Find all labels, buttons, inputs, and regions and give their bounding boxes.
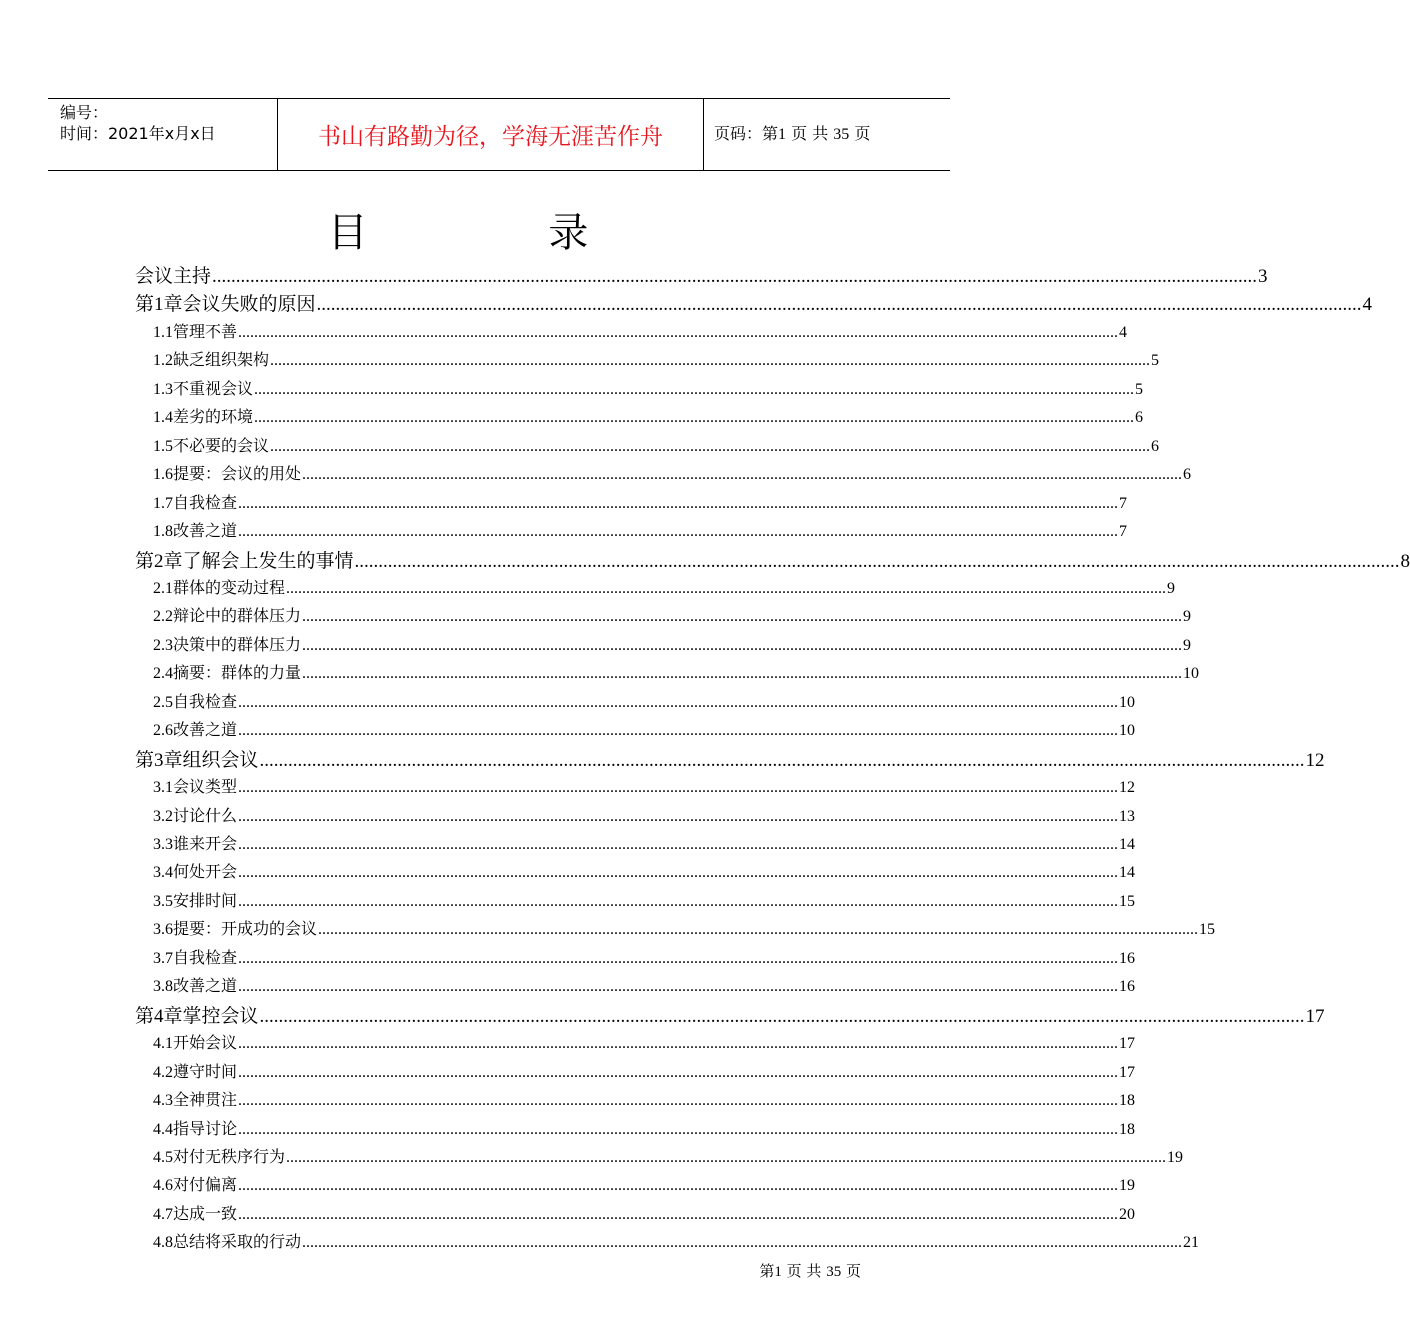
toc-entry[interactable] (135, 745, 1325, 775)
toc-entry[interactable] (135, 289, 1373, 319)
footer-mid: 页 共 (786, 1262, 822, 1280)
toc-entry[interactable] (135, 972, 1136, 1000)
toc-entry[interactable] (135, 773, 1136, 801)
toc-entry-page: 12 (1119, 779, 1136, 796)
toc-entry-number: 第4章 (135, 1006, 183, 1027)
toc-entry-label: 讨论什么 (173, 806, 238, 825)
toc-entry-number: 2.2 (153, 608, 173, 625)
toc-entry-label: 对付无秩序行为 (173, 1147, 286, 1166)
toc-entry-page: 21 (1183, 1234, 1200, 1251)
toc-dot-leader: ............................................................................................................................................................................................................................ (254, 409, 1135, 426)
toc-entry[interactable] (135, 716, 1136, 744)
footer-prefix: 第 (759, 1262, 775, 1280)
toc-dot-leader: ............................................................................................................................................................................................................................ (302, 466, 1183, 483)
toc-entry-page: 3 (1258, 266, 1268, 287)
toc-dot-leader: ............................................................................................................................................................................................................................ (302, 637, 1183, 654)
toc-entry-number: 2.6 (153, 722, 173, 739)
toc-entry-page: 7 (1119, 523, 1128, 540)
toc-dot-leader: ............................................................................................................................................................................................................................ (238, 495, 1119, 512)
toc-dot-leader: ............................................................................................................................................................................................................................ (238, 1035, 1119, 1052)
document-code-label: 编号： (60, 103, 109, 122)
toc-dot-leader: ............................................................................................................................................................................................................................ (238, 694, 1119, 711)
toc-dot-leader: ............................................................................................................................................................................................................................ (238, 808, 1119, 825)
toc-dot-leader: ............................................................................................................................................................................................................................ (259, 750, 1305, 771)
toc-entry[interactable] (135, 858, 1136, 886)
toc-entry[interactable] (135, 688, 1136, 716)
toc-entry[interactable] (135, 1228, 1200, 1256)
toc-entry-label: 会议失败的原因 (182, 293, 316, 315)
toc-entry-label: 自我检查 (173, 493, 238, 512)
toc-dot-leader: ............................................................................................................................................................................................................................ (238, 779, 1119, 796)
toc-entry-label: 全神贯注 (173, 1090, 238, 1109)
toc-dot-leader: ............................................................................................................................................................................................................................ (238, 324, 1119, 341)
toc-entry-page: 14 (1119, 864, 1136, 881)
toc-entry-page: 10 (1183, 665, 1200, 682)
toc-entry-number: 4.4 (153, 1121, 173, 1138)
toc-entry-number: 4.7 (153, 1206, 173, 1223)
toc-dot-leader: ............................................................................................................................................................................................................................ (316, 294, 1362, 315)
toc-entry[interactable] (135, 887, 1136, 915)
toc-entry-number: 第1章 (135, 294, 183, 315)
toc-entry-label: 总结将采取的行动 (173, 1232, 302, 1251)
toc-entry-page: 18 (1119, 1092, 1136, 1109)
toc-entry[interactable] (135, 261, 1268, 291)
toc-entry-number: 4.6 (153, 1177, 173, 1194)
toc-dot-leader: ............................................................................................................................................................................................................................ (286, 1149, 1167, 1166)
toc-entry[interactable] (135, 602, 1192, 630)
toc-entry-page: 9 (1183, 637, 1192, 654)
toc-dot-leader: ............................................................................................................................................................................................................................ (302, 1234, 1183, 1251)
toc-entry-page: 10 (1119, 722, 1136, 739)
toc-entry[interactable] (135, 517, 1128, 545)
toc-entry[interactable] (135, 659, 1200, 687)
toc-entry-number: 1.6 (153, 466, 173, 483)
toc-entry-number: 3.4 (153, 864, 173, 881)
toc-entry-label: 缺乏组织架构 (173, 350, 270, 369)
document-time-label: 时间：2021年x月x日 (60, 124, 216, 143)
toc-entry[interactable] (135, 489, 1128, 517)
toc-entry[interactable] (135, 631, 1192, 659)
toc-entry-label: 提要：会议的用处 (173, 464, 302, 483)
toc-dot-leader: ............................................................................................................................................................................................................................ (238, 864, 1119, 881)
toc-entry-label: 会议主持 (135, 265, 212, 287)
toc-entry[interactable] (135, 403, 1144, 431)
header-page-suffix: 页 (854, 124, 871, 143)
toc-entry-number: 4.8 (153, 1234, 173, 1251)
toc-entry[interactable] (135, 1200, 1136, 1228)
toc-entry-page: 5 (1151, 352, 1160, 369)
toc-entry-page: 4 (1119, 324, 1128, 341)
toc-entry-label: 改善之道 (173, 521, 238, 540)
toc-entry-number: 1.3 (153, 381, 173, 398)
toc-entry[interactable] (135, 1029, 1136, 1057)
toc-dot-leader: ............................................................................................................................................................................................................................ (212, 266, 1258, 287)
toc-entry-number: 4.3 (153, 1092, 173, 1109)
header-page-prefix: 页码：第 (714, 124, 779, 143)
toc-entry[interactable] (135, 1171, 1136, 1199)
header-page-mid: 页 共 (791, 124, 829, 143)
toc-entry[interactable] (135, 802, 1136, 830)
toc-entry-page: 18 (1119, 1121, 1136, 1138)
toc-entry-number: 1.4 (153, 409, 173, 426)
toc-entry-page: 13 (1119, 808, 1136, 825)
toc-dot-leader: ............................................................................................................................................................................................................................ (238, 1177, 1119, 1194)
toc-dot-leader: ............................................................................................................................................................................................................................ (238, 1092, 1119, 1109)
toc-entry-label: 遵守时间 (173, 1062, 238, 1081)
toc-entry-label: 对付偏离 (173, 1175, 238, 1194)
toc-entry[interactable] (135, 1115, 1136, 1143)
toc-entry-label: 摘要：群体的力量 (173, 663, 302, 682)
toc-entry[interactable] (135, 944, 1136, 972)
toc-dot-leader: ............................................................................................................................................................................................................................ (286, 580, 1167, 597)
toc-dot-leader: ............................................................................................................................................................................................................................ (254, 381, 1135, 398)
document-header (48, 98, 950, 171)
toc-entry-label: 组织会议 (182, 749, 259, 771)
toc-dot-leader: ............................................................................................................................................................................................................................ (318, 921, 1199, 938)
toc-entry-number: 1.7 (153, 495, 173, 512)
toc-entry-page: 10 (1119, 694, 1136, 711)
toc-title: 目 录 (327, 210, 673, 256)
toc-entry-page: 9 (1167, 580, 1176, 597)
toc-entry-page: 15 (1119, 893, 1136, 910)
toc-entry-label: 谁来开会 (173, 834, 238, 853)
toc-entry-page: 19 (1119, 1177, 1136, 1194)
toc-entry-number: 2.4 (153, 665, 173, 682)
toc-entry[interactable] (135, 830, 1136, 858)
toc-entry-number: 3.6 (153, 921, 173, 938)
page-footer (759, 1261, 861, 1282)
toc-entry-page: 17 (1119, 1035, 1136, 1052)
toc-dot-leader: ............................................................................................................................................................................................................................ (302, 665, 1183, 682)
toc-entry-number: 第2章 (135, 551, 183, 572)
toc-entry-label: 改善之道 (173, 720, 238, 739)
header-page-indicator (714, 123, 870, 146)
toc-entry-page: 14 (1119, 836, 1136, 853)
toc-entry-label: 提要：开成功的会议 (173, 919, 318, 938)
toc-entry-number: 4.1 (153, 1035, 173, 1052)
toc-entry-page: 17 (1119, 1064, 1136, 1081)
header-page-current: 1 (778, 126, 787, 143)
toc-entry-label: 何处开会 (173, 862, 238, 881)
toc-dot-leader: ............................................................................................................................................................................................................................ (259, 1006, 1305, 1027)
toc-entry-page: 20 (1119, 1206, 1136, 1223)
footer-page-total: 35 (826, 1264, 842, 1280)
toc-entry-page: 16 (1119, 950, 1136, 967)
toc-entry-number: 4.2 (153, 1064, 173, 1081)
toc-entry-number: 3.2 (153, 808, 173, 825)
toc-dot-leader: ............................................................................................................................................................................................................................ (238, 836, 1119, 853)
toc-dot-leader: ............................................................................................................................................................................................................................ (238, 893, 1119, 910)
toc-dot-leader: ............................................................................................................................................................................................................................ (270, 352, 1151, 369)
toc-entry-page: 16 (1119, 978, 1136, 995)
toc-entry-label: 自我检查 (173, 692, 238, 711)
toc-entry[interactable] (135, 432, 1160, 460)
toc-entry-page: 4 (1362, 294, 1373, 315)
toc-entry-label: 掌控会议 (182, 1005, 259, 1027)
toc-entry-number: 3.8 (153, 978, 173, 995)
toc-entry[interactable] (135, 1143, 1184, 1171)
toc-dot-leader: ............................................................................................................................................................................................................................ (354, 551, 1400, 572)
toc-entry[interactable] (135, 375, 1144, 403)
toc-entry-page: 19 (1167, 1149, 1184, 1166)
toc-entry-page: 8 (1400, 551, 1410, 572)
toc-entry[interactable] (135, 915, 1216, 943)
toc-entry[interactable] (135, 1001, 1325, 1031)
toc-dot-leader: ............................................................................................................................................................................................................................ (238, 1121, 1119, 1138)
toc-entry[interactable] (135, 346, 1160, 374)
toc-dot-leader: ............................................................................................................................................................................................................................ (238, 1206, 1119, 1223)
toc-entry-number: 4.5 (153, 1149, 173, 1166)
toc-entry-page: 17 (1305, 1006, 1325, 1027)
toc-entry-page: 12 (1305, 750, 1325, 771)
toc-entry-label: 决策中的群体压力 (173, 635, 302, 654)
toc-entry[interactable] (135, 1058, 1136, 1086)
toc-entry[interactable] (135, 546, 1410, 576)
toc-entry-page: 7 (1119, 495, 1128, 512)
footer-suffix: 页 (845, 1262, 861, 1280)
toc-dot-leader: ............................................................................................................................................................................................................................ (302, 608, 1183, 625)
header-motto: 书山有路勤为径，学海无涯苦作舟 (318, 124, 663, 150)
toc-dot-leader: ............................................................................................................................................................................................................................ (238, 523, 1119, 540)
toc-dot-leader: ............................................................................................................................................................................................................................ (270, 438, 1151, 455)
toc-entry-label: 会议类型 (173, 777, 238, 796)
toc-entry-page: 15 (1199, 921, 1216, 938)
toc-entry-page: 5 (1135, 381, 1144, 398)
toc-entry-page: 6 (1151, 438, 1160, 455)
toc-entry[interactable] (135, 460, 1192, 488)
toc-entry-number: 3.3 (153, 836, 173, 853)
toc-entry-label: 改善之道 (173, 976, 238, 995)
header-divider (703, 99, 704, 170)
footer-page-current: 1 (774, 1264, 782, 1280)
toc-entry[interactable] (135, 318, 1128, 346)
toc-entry-page: 6 (1135, 409, 1144, 426)
toc-dot-leader: ............................................................................................................................................................................................................................ (238, 950, 1119, 967)
toc-entry-label: 开始会议 (173, 1033, 238, 1052)
toc-entry-label: 自我检查 (173, 948, 238, 967)
toc-entry-label: 指导讨论 (173, 1119, 238, 1138)
toc-entry-number: 1.8 (153, 523, 173, 540)
toc-entry-number: 第3章 (135, 750, 183, 771)
toc-entry-number: 3.1 (153, 779, 173, 796)
toc-entry-label: 了解会上发生的事情 (182, 550, 354, 572)
toc-entry-label: 安排时间 (173, 891, 238, 910)
toc-entry[interactable] (135, 1086, 1136, 1114)
toc-entry-number: 3.5 (153, 893, 173, 910)
toc-entry-number: 1.5 (153, 438, 173, 455)
toc-entry-label: 不必要的会议 (173, 436, 270, 455)
toc-entry-page: 9 (1183, 608, 1192, 625)
toc-entry-number: 2.3 (153, 637, 173, 654)
toc-entry-label: 辩论中的群体压力 (173, 606, 302, 625)
toc-dot-leader: ............................................................................................................................................................................................................................ (238, 978, 1119, 995)
toc-entry-label: 达成一致 (173, 1204, 238, 1223)
toc-entry[interactable] (135, 574, 1176, 602)
header-page-total: 35 (833, 126, 850, 143)
toc-dot-leader: ............................................................................................................................................................................................................................ (238, 722, 1119, 739)
toc-entry-number: 2.1 (153, 580, 173, 597)
toc-entry-number: 1.1 (153, 324, 173, 341)
toc-entry-number: 3.7 (153, 950, 173, 967)
toc-dot-leader: ............................................................................................................................................................................................................................ (238, 1064, 1119, 1081)
toc-entry-label: 群体的变动过程 (173, 578, 286, 597)
toc-entry-label: 不重视会议 (173, 379, 254, 398)
toc-entry-label: 差劣的环境 (173, 407, 254, 426)
toc-entry-number: 2.5 (153, 694, 173, 711)
toc-entry-page: 6 (1183, 466, 1192, 483)
toc-entry-number: 1.2 (153, 352, 173, 369)
toc-entry-label: 管理不善 (173, 322, 238, 341)
